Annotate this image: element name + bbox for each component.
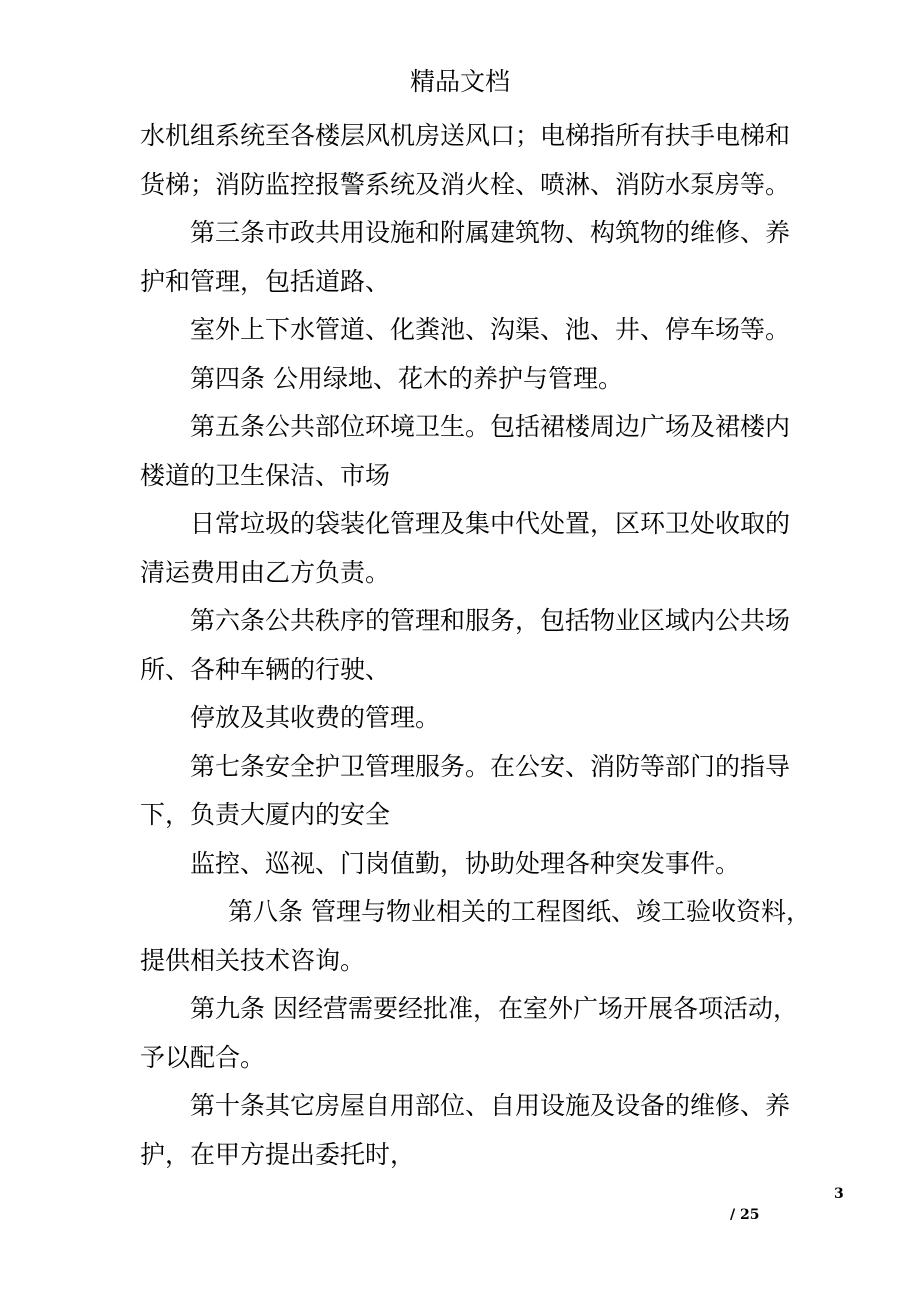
text-line: 水机组系统至各楼层风机房送风口；电梯指所有扶手电梯和	[140, 121, 791, 150]
text-line: 第七条安全护卫管理服务。在公安、消防等部门的指导	[190, 751, 791, 781]
text-line: 日常垃圾的袋装化管理及集中代处置，区环卫处收取的	[190, 509, 791, 538]
text-line: 予以配合。	[140, 1042, 266, 1072]
page-number: 3	[834, 1186, 844, 1202]
text-line: 所、各种车辆的行驶、	[140, 654, 391, 684]
page-total: / 25	[730, 1207, 760, 1223]
text-line: 第八条 管理与物业相关的工程图纸、竣工验收资料，	[228, 897, 811, 926]
text-line: 第五条公共部位环境卫生。包括裙楼周边广场及裙楼内	[190, 412, 791, 441]
text-line: 清运费用由乙方负责。	[140, 557, 391, 587]
text-line: 提供相关技术咨询。	[140, 945, 366, 975]
text-line: 下，负责大厦内的安全	[140, 800, 391, 829]
text-line: 货梯；消防监控报警系统及消火栓、喷淋、消防水泵房等。	[140, 169, 791, 199]
text-line: 停放及其收费的管理。	[190, 703, 441, 732]
text-line: 第十条其它房屋自用部位、自用设施及设备的维修、养	[190, 1091, 791, 1120]
text-line: 室外上下水管道、化粪池、沟渠、池、井、停车场等。	[190, 315, 791, 344]
text-line: 第四条 公用绿地、花木的养护与管理。	[190, 363, 623, 393]
text-line: 监控、巡视、门岗值勤，协助处理各种突发事件。	[190, 848, 741, 878]
text-line: 护，在甲方提出委托时，	[140, 1139, 416, 1169]
text-line: 护和管理，包括道路、	[140, 266, 391, 296]
document-header: 精品文档	[409, 67, 510, 96]
document-body	[140, 112, 811, 1179]
text-line: 第六条公共秩序的管理和服务，包括物业区域内公共场	[190, 606, 791, 635]
text-line: 第九条 因经营需要经批准，在室外广场开展各项活动，	[190, 994, 798, 1023]
text-line: 楼道的卫生保洁、市场	[140, 460, 391, 490]
text-line: 第三条市政共用设施和附属建筑物、构筑物的维修、养	[190, 218, 791, 247]
